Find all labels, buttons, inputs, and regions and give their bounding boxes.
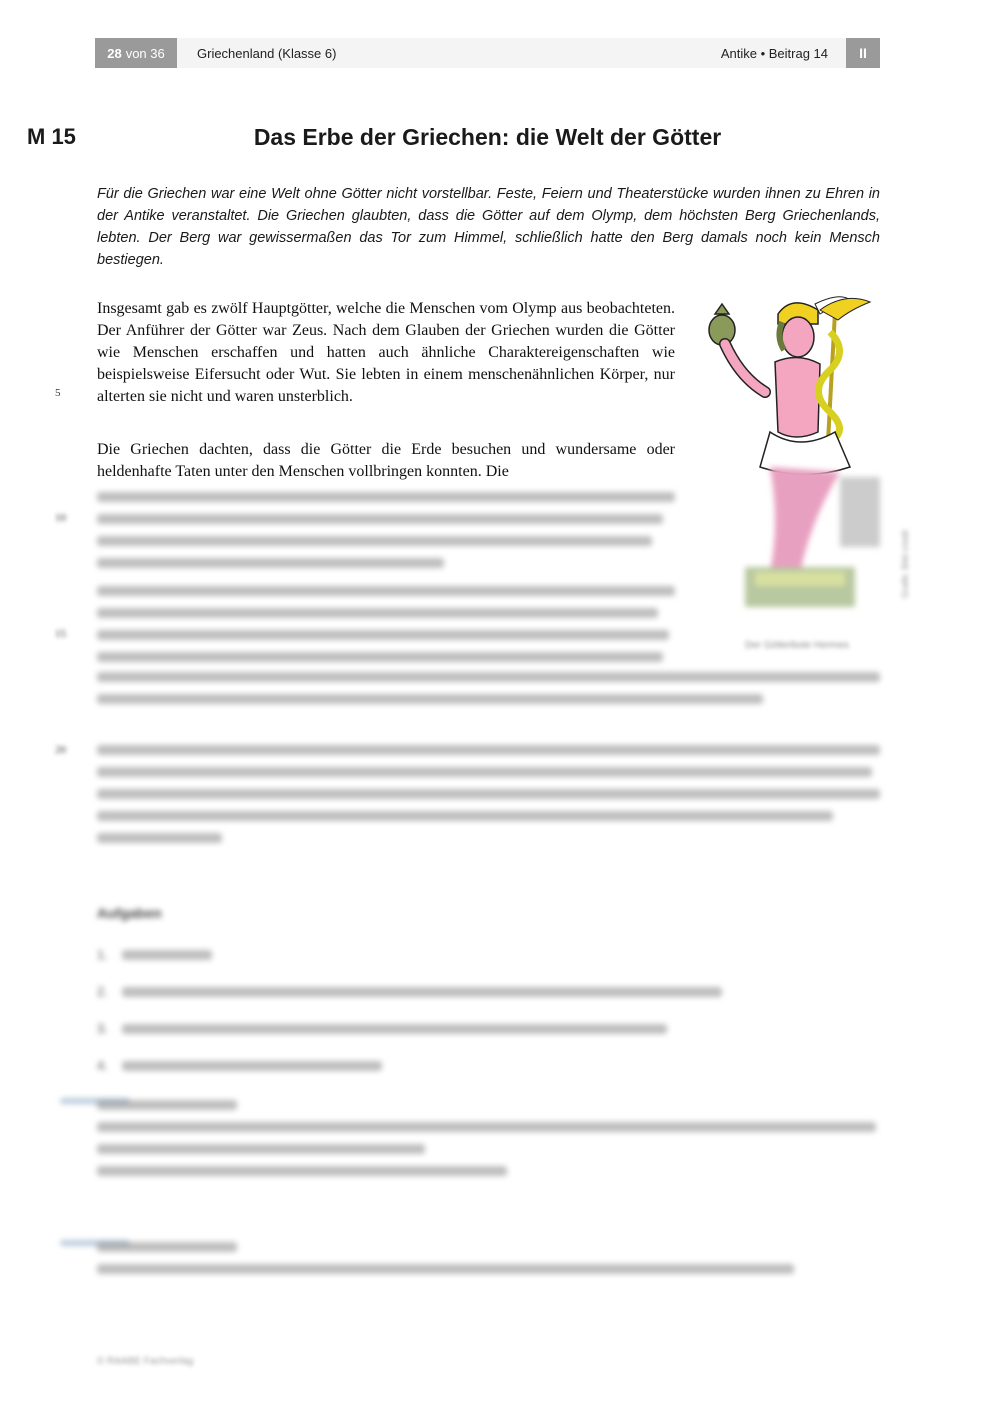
extra-task-2 [60,1240,880,1286]
material-label: M 15 [27,124,76,149]
paragraph-1: Insgesamt gab es zwölf Hauptgötter, welche die Menschen vom Olymp aus beobachteten. Der Anführer der Götter war Zeus. Nach dem Glauben der Griechen wurden die Götter wie Menschen erschaffen und hatten auch ähnliche Charaktereigenschaften wie beispielsweise Eifersucht oder Wut. Sie lebten in einem menschenähnlichen Körper, nur alterten sie nicht und waren unsterblich. [97,300,675,405]
tasks-section [97,905,880,1095]
tasks-heading: Aufgaben [97,905,162,921]
page-total: von 36 [125,45,165,61]
task-number: 2. [97,984,108,999]
hermes-icon [700,292,890,622]
blurred-text-block [97,672,880,716]
task-number: 3. [97,1021,108,1036]
paragraph-2: Die Griechen dachten, dass die Götter die Erde besuchen und wundersame oder heldenhafte Taten unter den Menschen vollbringen konnten. Die [97,441,675,480]
blurred-text-block [97,586,675,674]
page-title: Das Erbe der Griechen: die Welt der Götter [253,124,722,150]
line-number: 15 [55,628,66,640]
task-number: 4. [97,1058,108,1073]
hermes-illustration [700,292,890,622]
figure-caption: Der Götterbote Hermes [745,640,849,651]
line-number: 5 [55,387,61,399]
level-badge: II [846,38,880,68]
page-number-box [95,38,177,68]
page-footer: © RAABE Fachverlag [97,1356,194,1367]
page-header [95,38,880,68]
header-series: Antike • Beitrag 14 [720,46,828,61]
page-number: 28 [107,45,122,61]
line-number: 20 [55,744,66,756]
image-credit: Grafik: Bild credit [900,530,910,599]
blurred-text-block [97,492,675,580]
line-number: 10 [55,512,66,524]
blurred-text-block [97,745,880,855]
extra-task-1 [60,1098,880,1188]
intro-text: Für die Griechen war eine Welt ohne Götter nicht vorstellbar. Feste, Feiern und Theaterstücke wurden ihnen zu Ehren in der Antike veranstaltet. Die Griechen glaubten, dass die Götter auf dem Olymp, dem höchsten Berg Griechenlands, lebten. Der Berg war gewissermaßen das Tor zum Himmel, schließlich hatte den Berg damals noch kein Mensch bestiegen. [97,186,880,268]
header-title: Griechenland (Klasse 6) [197,46,337,61]
task-number: 1. [97,947,108,962]
